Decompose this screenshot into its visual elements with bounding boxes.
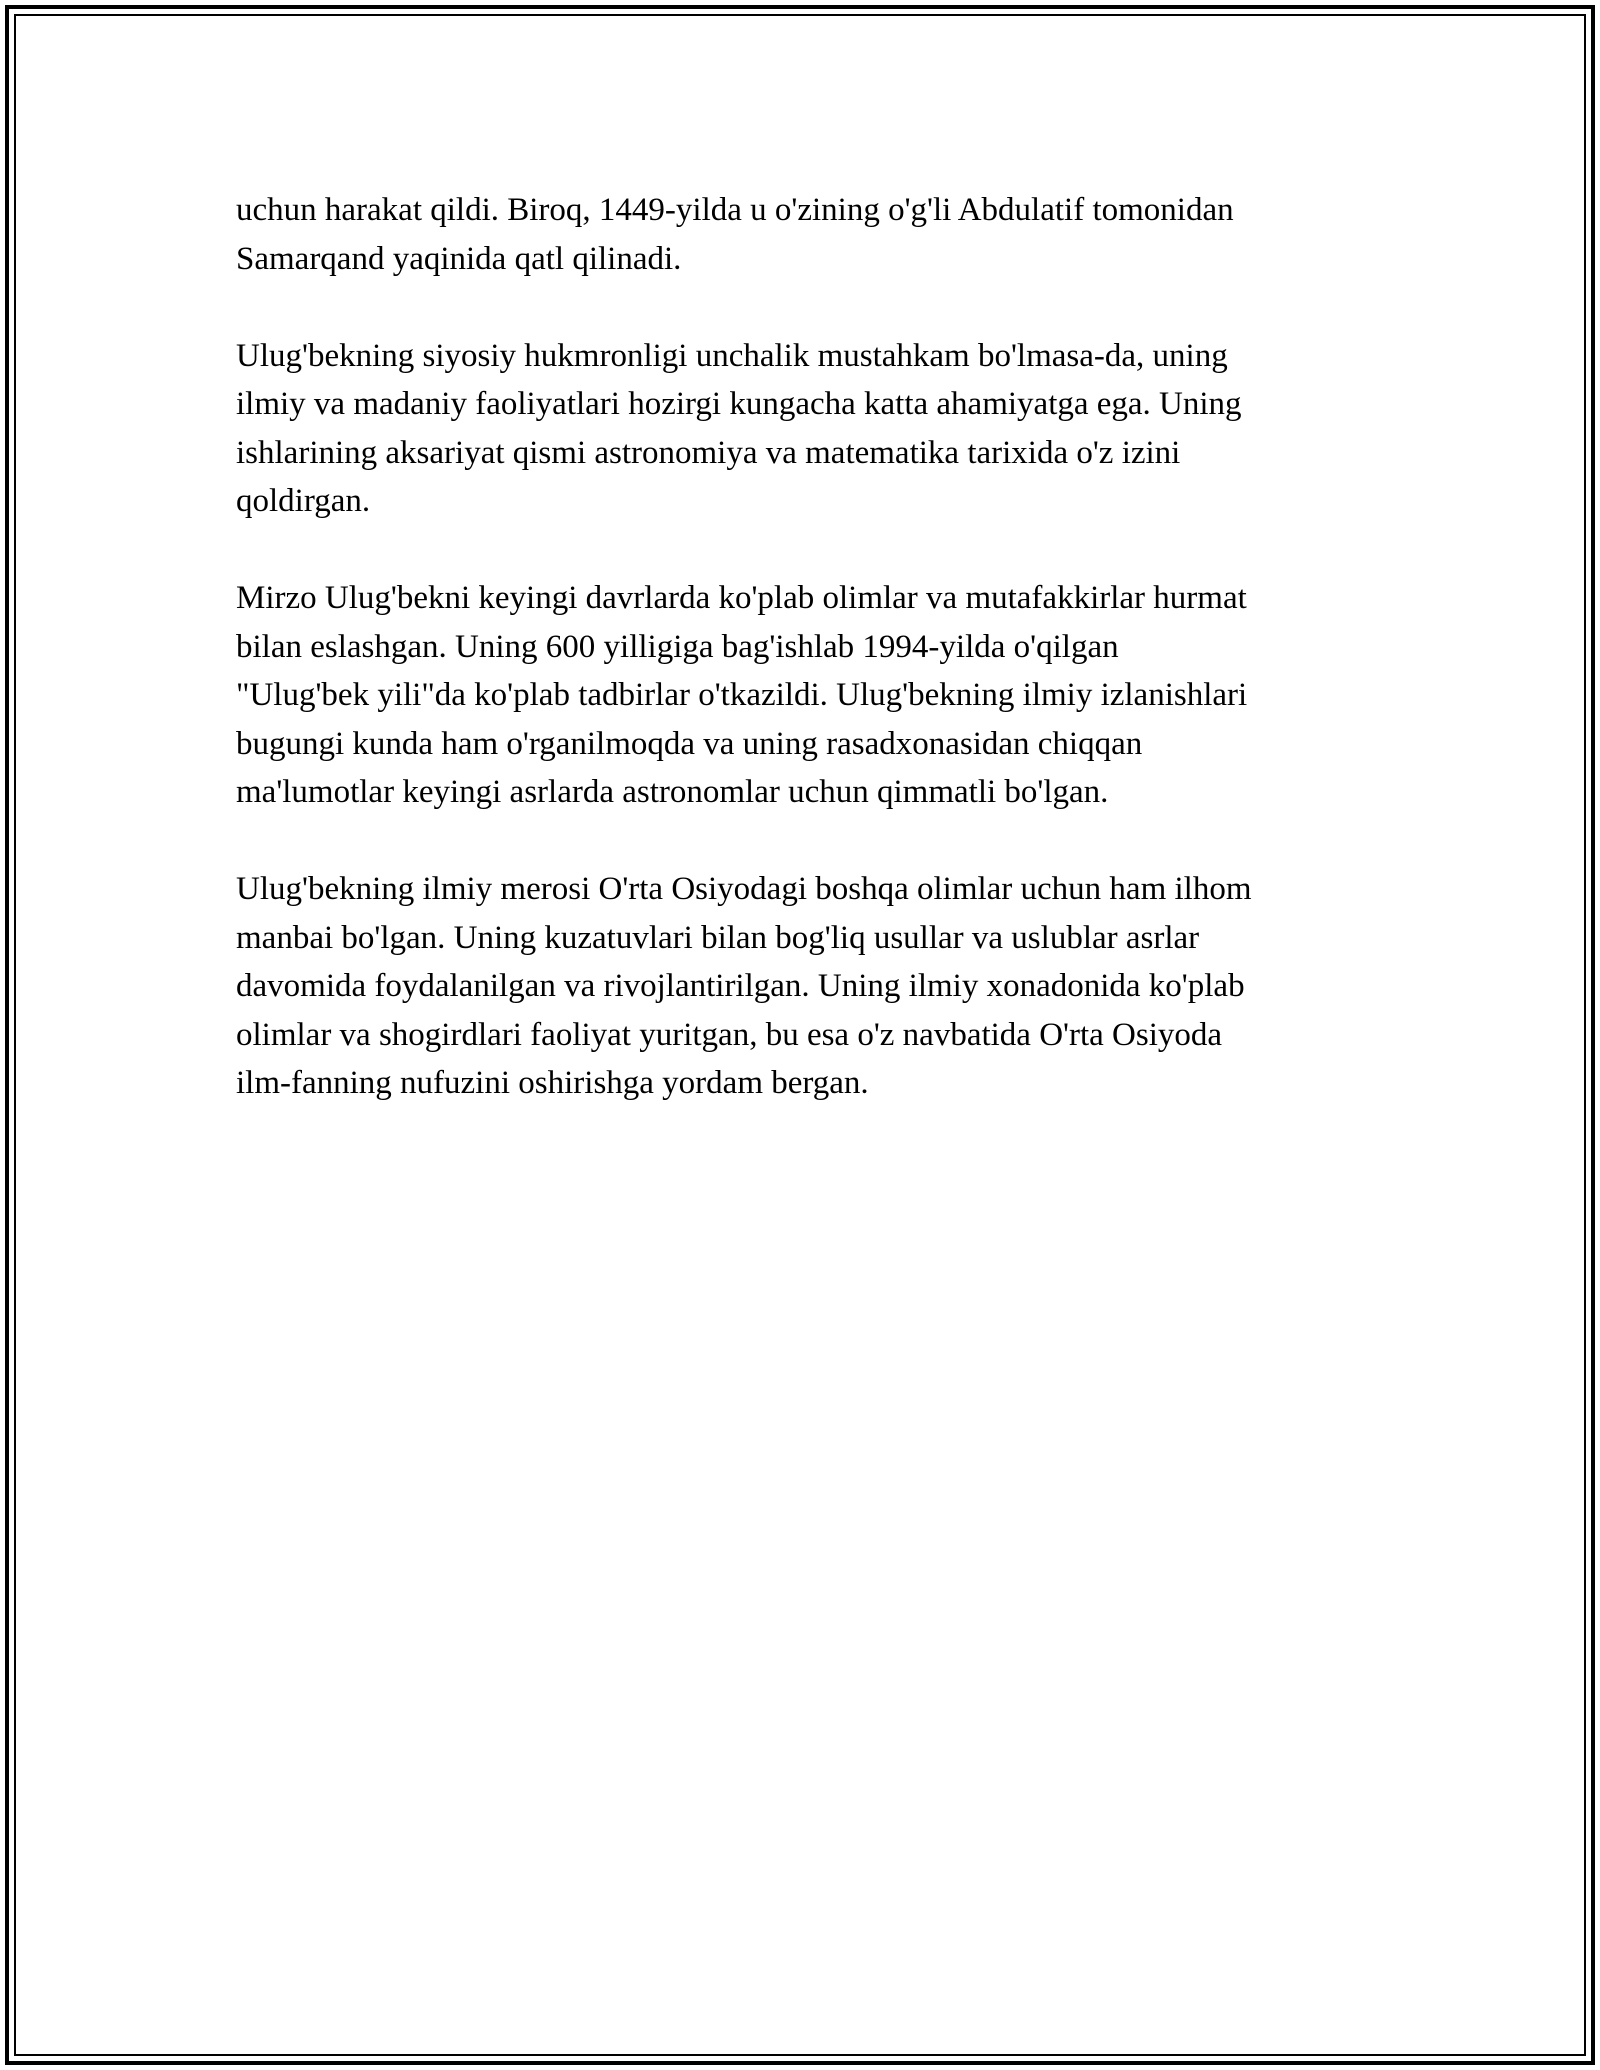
text-line: olimlar va shogirdlari faoliyat yuritgan, bu esa o'z navbatida O'rta Osiyoda (236, 1016, 1223, 1053)
text-line: davomida foydalanilgan va rivojlantirilgan. Uning ilmiy xonadonida ko'plab (236, 968, 1245, 1004)
text-line: Samarqand yaqinida qatl qilinadi. (236, 240, 682, 277)
text-line: Ulug'bekning siyosiy hukmronligi unchalik mustahkam bo'lmasa-da, uning (236, 337, 1228, 374)
text-line: bilan eslashgan. Uning 600 yilligiga bag'ishlab 1994-yilda o'qilgan (236, 628, 1119, 665)
text-line: qoldirgan. (236, 483, 371, 519)
paragraph-3 (236, 574, 1376, 817)
text-line: Mirzo Ulug'bekni keyingi davrlarda ko'plab olimlar va mutafakkirlar hurmat (236, 580, 1247, 616)
text-line: bugungi kunda ham o'rganilmoqda va uning rasadxonasidan chiqqan (236, 725, 1143, 762)
document-body (236, 186, 1376, 1156)
paragraph-1 (236, 186, 1376, 283)
text-line: ma'lumotlar keyingi asrlarda astronomlar uchun qimmatli bo'lgan. (236, 774, 1109, 810)
paragraph-2 (236, 332, 1376, 526)
text-line: ilm-fanning nufuzini oshirishga yordam bergan. (236, 1065, 869, 1101)
text-line: ishlarining aksariyat qismi astronomiya va matematika tarixida o'z izini (236, 434, 1181, 471)
text-line: "Ulug'bek yili"da ko'plab tadbirlar o'tkazildi. Ulug'bekning ilmiy izlanishlari (236, 677, 1248, 713)
text-line: uchun harakat qildi. Biroq, 1449-yilda u o'zining o'g'li Abdulatif tomonidan (236, 192, 1234, 228)
text-line: manbai bo'lgan. Uning kuzatuvlari bilan bog'liq usullar va uslublar asrlar (236, 919, 1200, 956)
paragraph-4 (236, 865, 1376, 1108)
text-line: Ulug'bekning ilmiy merosi O'rta Osiyodagi boshqa olimlar uchun ham ilhom (236, 871, 1252, 907)
text-line: ilmiy va madaniy faoliyatlari hozirgi kungacha katta ahamiyatga ega. Uning (236, 386, 1242, 422)
